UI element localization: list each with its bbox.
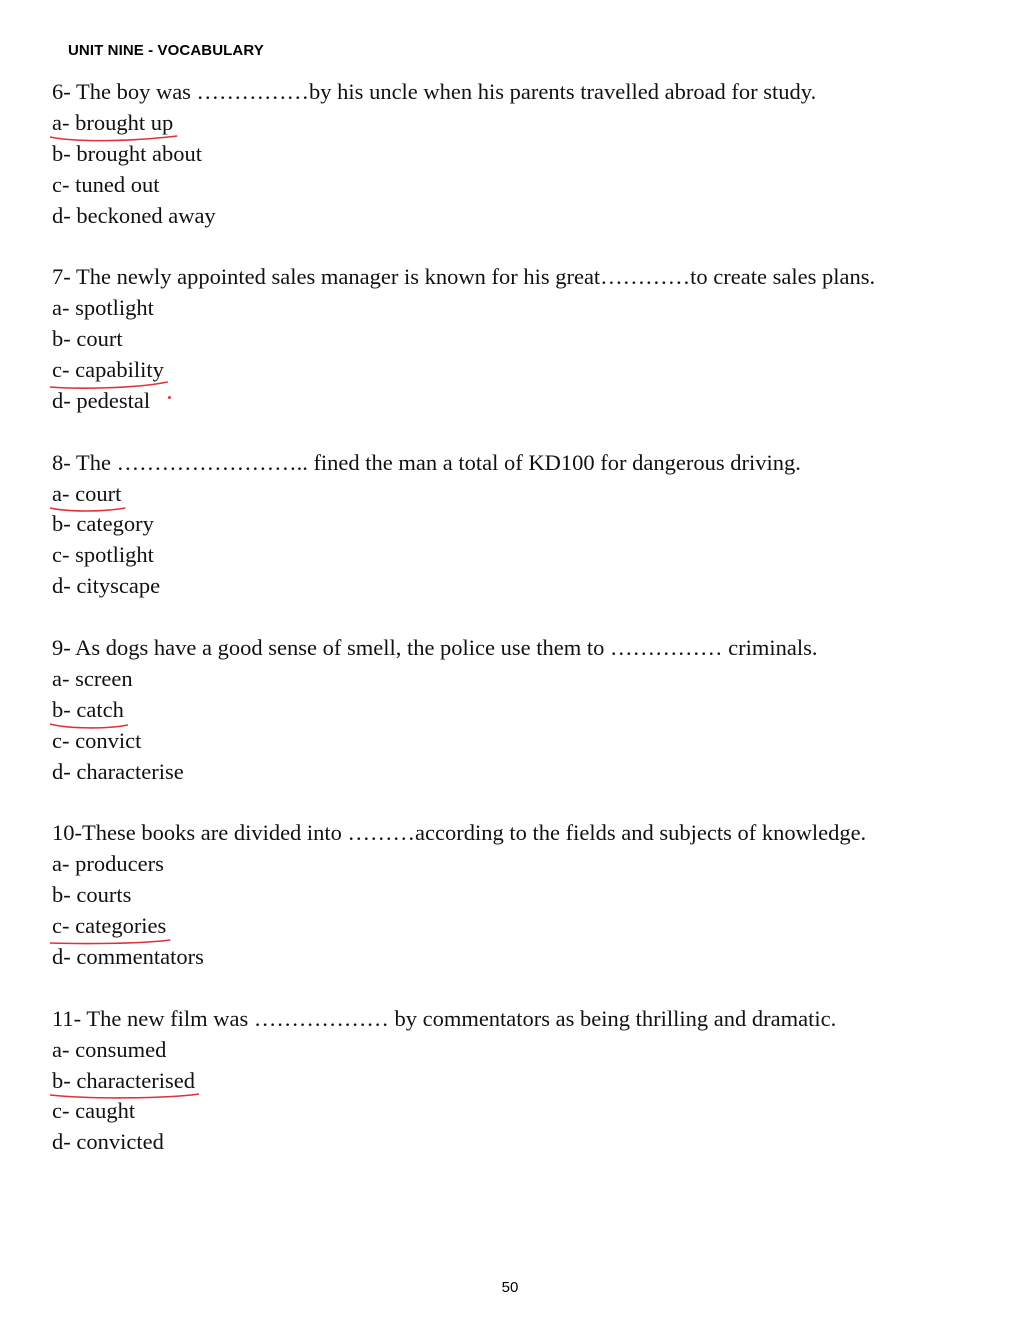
option-text: b- brought about — [52, 140, 202, 166]
option-text: b- courts — [52, 882, 132, 908]
option-b — [52, 695, 982, 726]
question-9 — [52, 633, 982, 787]
option-a — [52, 664, 982, 695]
question-stem: 7- The newly appointed sales manager is known for his great…………to create sales plans. — [52, 264, 876, 290]
option-text: a- spotlight — [52, 295, 154, 321]
option-text: a- brought up — [52, 108, 173, 139]
question-stem: 11- The new film was ……………… by commentators as being thrilling and dramatic. — [52, 1005, 837, 1031]
option-text: c- capability — [52, 355, 164, 386]
question-8 — [52, 448, 982, 602]
option-c — [52, 1096, 982, 1127]
option-a — [52, 479, 982, 510]
option-d — [52, 571, 982, 602]
option-c — [52, 170, 982, 201]
option-text: d- cityscape — [52, 573, 161, 599]
option-b — [52, 509, 982, 540]
option-text: d- characterise — [52, 758, 184, 784]
option-a — [52, 293, 982, 324]
option-text: c- tuned out — [52, 171, 160, 197]
option-text: d- convicted — [52, 1129, 164, 1155]
option-b — [52, 139, 982, 170]
option-b — [52, 1066, 982, 1097]
question-11 — [52, 1004, 982, 1158]
ink-dot — [168, 396, 171, 399]
question-stem: 10-These books are divided into ………according to the fields and subjects of knowledge. — [52, 820, 867, 846]
option-d — [52, 201, 982, 232]
question-10 — [52, 818, 982, 972]
option-text: b- catch — [52, 695, 124, 726]
option-text: d- pedestal — [52, 387, 151, 413]
option-a — [52, 1035, 982, 1066]
option-text: a- screen — [52, 665, 133, 691]
option-b — [52, 324, 982, 355]
option-text: d- commentators — [52, 943, 204, 969]
option-c — [52, 911, 982, 942]
question-stem: 8- The …………………….. fined the man a total of KD100 for dangerous driving. — [52, 449, 801, 475]
option-c — [52, 726, 982, 757]
option-text: a- consumed — [52, 1036, 167, 1062]
option-a — [52, 108, 982, 139]
question-6 — [52, 77, 982, 231]
option-text: b- category — [52, 511, 154, 537]
option-b — [52, 880, 982, 911]
option-c — [52, 540, 982, 571]
option-d — [52, 942, 982, 973]
option-text: b- characterised — [52, 1066, 195, 1097]
question-7 — [52, 262, 982, 416]
option-text: c- caught — [52, 1098, 136, 1124]
option-text: a- court — [52, 479, 121, 510]
option-text: d- beckoned away — [52, 202, 216, 228]
question-stem: 6- The boy was ……………by his uncle when his parents travelled abroad for study. — [52, 79, 817, 104]
option-d — [52, 757, 982, 788]
option-text: b- court — [52, 326, 123, 352]
option-c — [52, 355, 982, 386]
option-text: a- producers — [52, 851, 164, 877]
option-text: c- categories — [52, 911, 166, 942]
option-text: c- convict — [52, 727, 142, 753]
option-d — [52, 1127, 982, 1158]
unit-header: UNIT NINE - VOCABULARY — [68, 42, 264, 59]
option-text: c- spotlight — [52, 542, 154, 568]
option-d — [52, 386, 982, 417]
question-list — [52, 77, 982, 1189]
page-number: 50 — [501, 1279, 519, 1296]
option-a — [52, 849, 982, 880]
question-stem: 9- As dogs have a good sense of smell, the police use them to …………… criminals. — [52, 635, 818, 661]
